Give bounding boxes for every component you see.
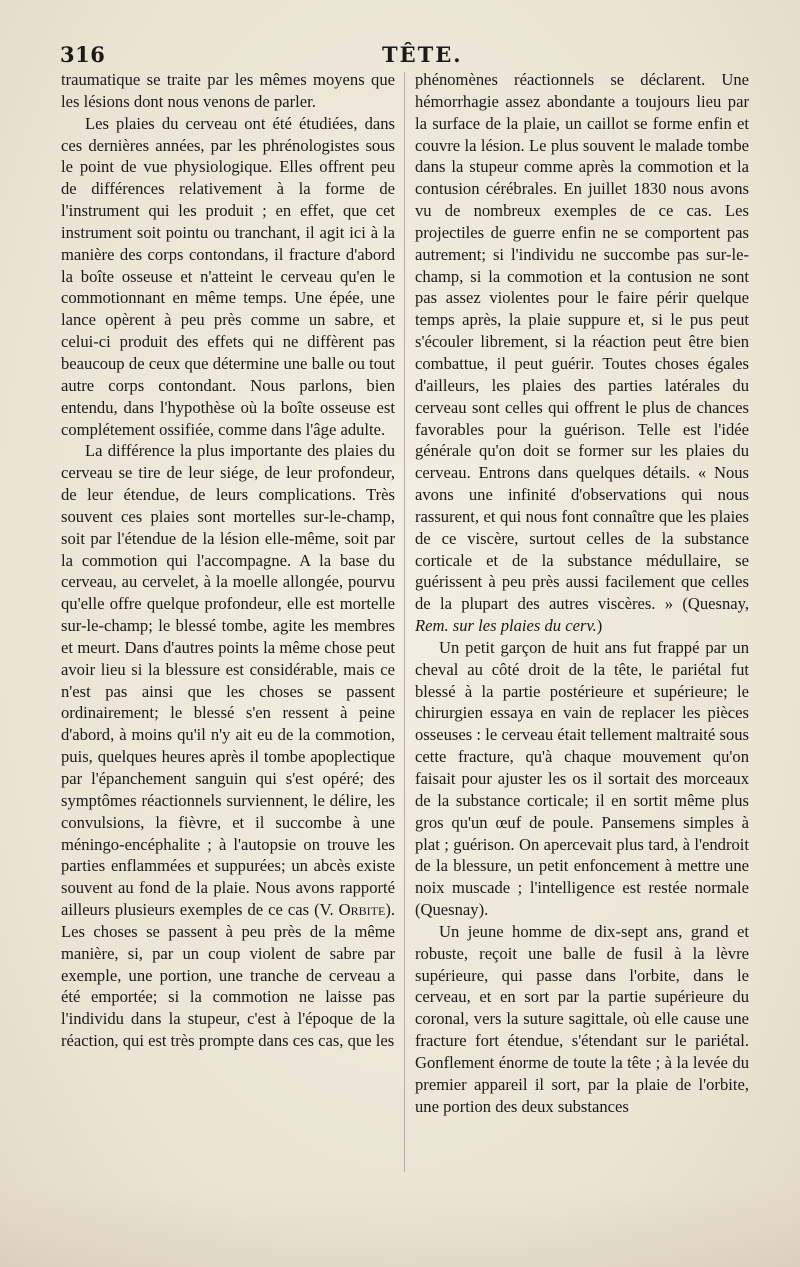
- paragraph: [415, 69, 749, 637]
- paragraph-text: ): [596, 616, 603, 636]
- left-column: [61, 69, 395, 1052]
- paragraph: Les plaies du cerveau ont été étudiées, dans ces dernières années, par les phrénologistes sous le point de vue physiologique. Elles offrent peu de différences relativement à la forme de l'instrument qui les produit ; en effet, que cet instrument soit pointu ou tranchant, il agit ici à la manière des corps contondans, il fracture d'abord la boîte osseuse et n'atteint le cerveau qu'en le commotionnant en même temps. Une épée, une lance opèrent à peu près comme un sabre, et celui-ci produit des effets qui ne diffèrent pas beaucoup de ceux que détermine une balle ou tout autre corps contondant. Nous parlons, bien entendu, dans l'hypothèse où la boîte osseuse est complétement ossifiée, comme dans l'âge adulte.: [61, 113, 395, 439]
- paragraph-text: ). Les choses se passent à peu près de la même manière, si, par un coup violent de sabre par exemple, une portion, une tranche de cerveau a été emportée; si la commotion ne laisse pas l'individu dans la stupeur, c'est à l'époque de la réaction, qui est très prompte dans ces cas, que les: [61, 900, 395, 1051]
- paragraph-text: La différence la plus importante des plaies du cerveau se tire de leur siége, de leur profondeur, de leur étendue, de leurs complications. Très souvent ces plaies sont mortelles sur-le-champ, soit par l'étendue de la lésion elle-même, soit par la commotion qui l'accompagne. A la base du cerveau, au cervelet, à la moelle allongée, pourvu qu'elle offre quelque profondeur, elle est mortelle sur-le-champ; le blessé tombe, agite les membres et meurt. Dans d'autres points la même chose peut avoir lieu si la blessure est considérable, mais ce n'est pas ainsi que les choses se passent ordinairement; le blessé s'en ressent à peine d'abord, à moins qu'il n'y ait eu de la commotion, puis, quelques heures après il tombe apoplectique par l'épanchement sanguin qui s'est opéré; des symptômes réactionnels surviennent, le délire, les convulsions, la fièvre, et il succombe à une méningo-encéphalite ; à l'autopsie on trouve les parties enflammées et suppurées; un abcès existe souvent au fond de la plaie. Nous avons rapporté ailleurs plusieurs exemples de ce cas (V.: [61, 441, 395, 920]
- column-divider: [404, 72, 405, 1172]
- page-header: [60, 40, 752, 70]
- paragraph: Un petit garçon de huit ans fut frappé par un cheval au côté droit de la tête, le pariétal fut blessé à la partie postérieure et supérieure; le chirurgien essaya en vain de replacer les pièces osseuses : le cerveau était tellement maltraité sous cette fracture, qu'à chaque mouvement qu'on faisait pour ajuster les os il sortait des morceaux de la substance corticale; il en sortit même plus gros qu'un œuf de poule. Pansemens simples à plat ; guérison. On apercevait plus tard, à l'endroit de la blessure, un petit enfoncement à mettre une noix muscade ; l'intelligence est restée normale (Quesnay).: [415, 637, 749, 920]
- citation-title: Rem. sur les plaies du cerv.: [415, 616, 597, 636]
- right-column: [415, 69, 749, 1118]
- page-bottom-shade: [0, 1187, 800, 1267]
- paragraph-text: phénomènes réactionnels se déclarent. Une hémorrhagie assez abondante a toujours lieu par la surface de la plaie, un caillot se forme enfin et couvre la lésion. Le plus souvent le malade tombe dans la stupeur comme après la commotion et la contusion cérébrales. En juillet 1830 nous avons vu de nombreux exemples de ce cas. Les projectiles de guerre enfin ne se comportent pas autrement; si l'individu ne succombe pas sur-le-champ, si la commotion et la contusion ne sont pas assez violentes pour le faire périr quelque temps après, la plaie suppure et, si le pus peut s'écouler librement, si la réaction peut être bien combattue, il peut guérir. Toutes choses égales d'ailleurs, les plaies des parties latérales du cerveau sont celles qui offrent le plus de chances favorables pour la guérison. Telle est l'idée générale qu'on doit se former sur les plaies du cerveau. Entrons dans quelques détails. « Nous avons une infinité d'observations qui nous rassurent, et qui nous font connaître que les plaies de ce viscère, surtout celles de la substance corticale et de la substance médullaire, se guérissent à peu près aussi facilement que celles de la plupart des autres viscères. » (Quesnay,: [415, 70, 749, 614]
- page-number: 316: [60, 42, 106, 67]
- paragraph: traumatique se traite par les mêmes moyens que les lésions dont nous venons de parler.: [61, 70, 395, 111]
- paragraph: [61, 440, 395, 1052]
- paragraph: Un jeune homme de dix-sept ans, grand et robuste, reçoit une balle de fusil à la lèvre supérieure, qui passe dans l'orbite, dans le cerveau, et en sort par la partie supérieure du coronal, vers la suture sagittale, où elle cause une fracture fort étendue, s'étendant sur le pariétal. Gonflement énorme de toute la tête ; à la levée du premier appareil il sort, par la plaie de l'orbite, une portion des deux substances: [415, 921, 749, 1116]
- running-head: TÊTE.: [382, 42, 463, 67]
- cross-reference: Orbite: [338, 900, 386, 920]
